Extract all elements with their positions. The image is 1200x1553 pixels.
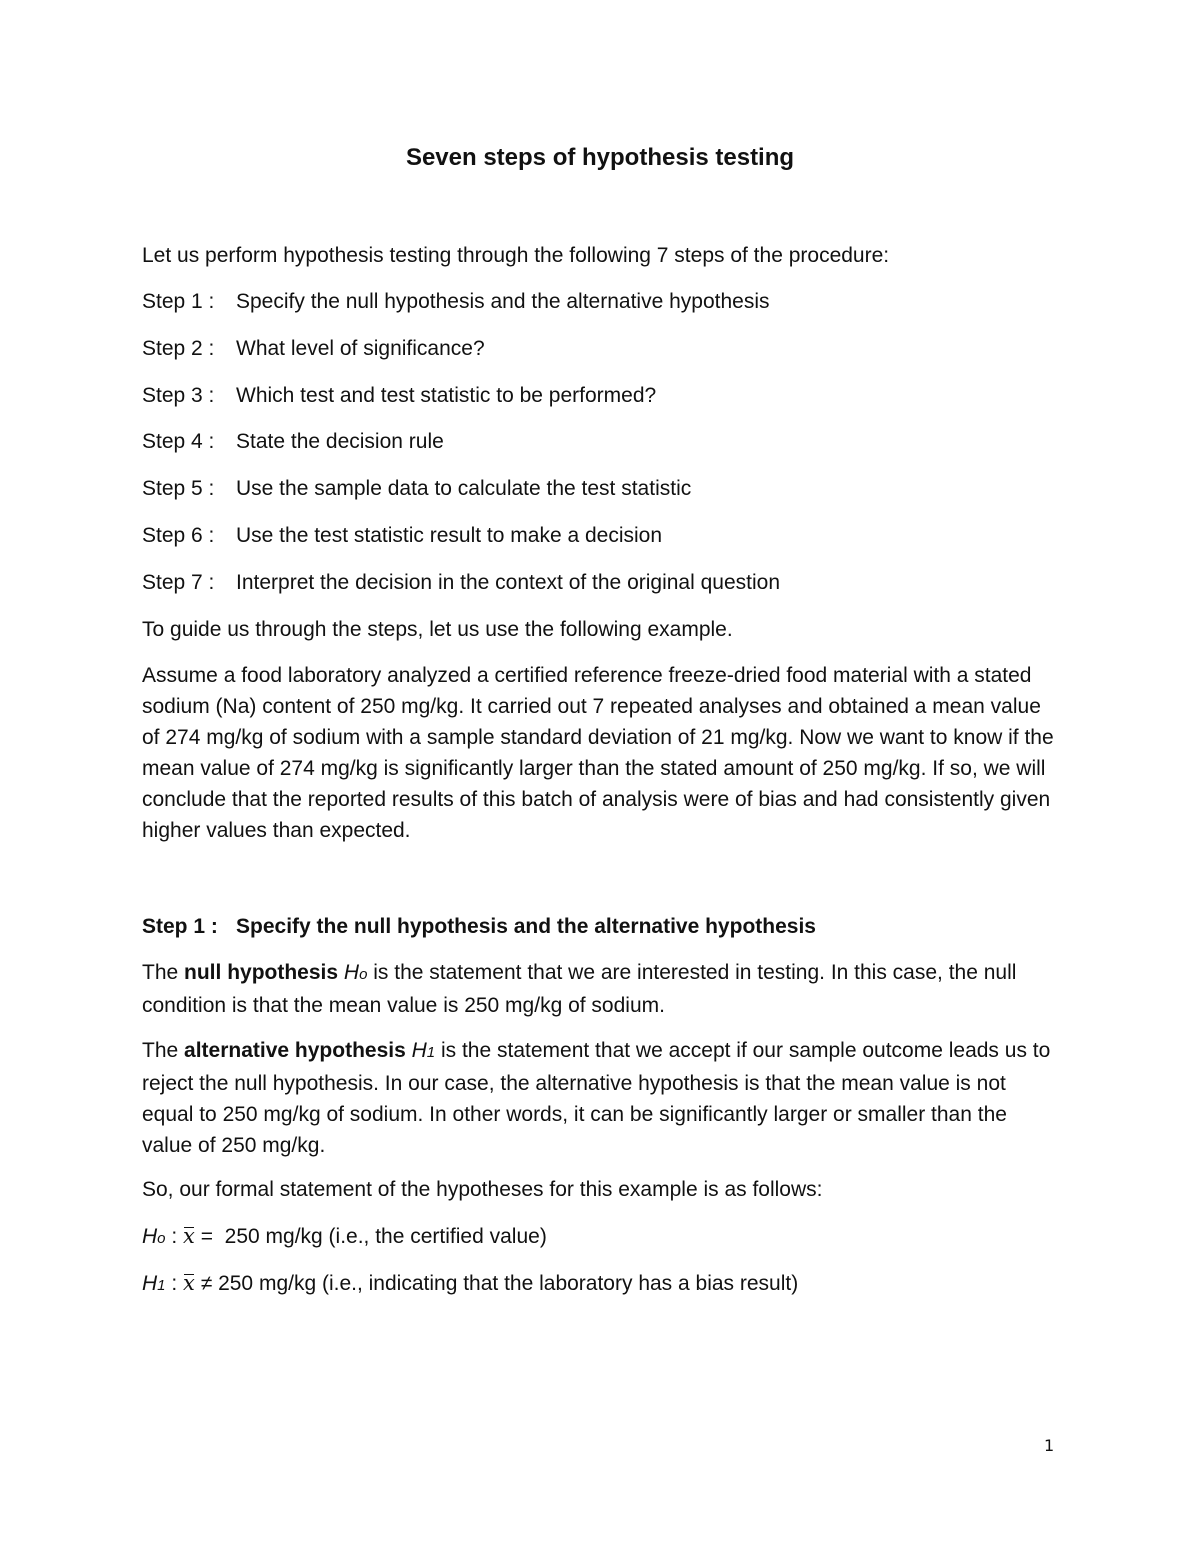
step-text: What level of significance?: [236, 337, 485, 360]
step-item-1: [142, 286, 1062, 317]
h1-symbol-sub: 1: [157, 1277, 166, 1294]
formal-statement-paragraph: So, our formal statement of the hypotheses for this example is as follows:: [142, 1178, 823, 1201]
step-label: Step 5 :: [142, 477, 215, 500]
text-run: is the statement that we are interested in testing. In this case, the null condition is that the mean value is 250 mg/kg of sodium.: [142, 961, 1017, 1017]
null-symbol: H: [343, 961, 360, 984]
null-hypothesis-term: null hypothesis: [184, 961, 339, 984]
step1-heading-label: Step 1 :: [142, 915, 218, 938]
step-label: Step 4 :: [142, 430, 215, 453]
step-text: State the decision rule: [236, 430, 444, 453]
h0-statement: [142, 1221, 1062, 1254]
step-item-3: [142, 380, 1062, 411]
text-run: 250 mg/kg (i.e., indicating that the laboratory has a bias result): [218, 1272, 799, 1295]
text-run: ≠: [194, 1272, 219, 1295]
guide-paragraph: To guide us through the steps, let us use the following example.: [142, 618, 733, 641]
h1-statement: [142, 1268, 1062, 1301]
text-run: The: [142, 1039, 185, 1062]
step-item-7: [142, 567, 1062, 598]
h1-symbol: H: [142, 1272, 158, 1295]
text-run: :: [165, 1272, 184, 1295]
page-number: 1: [1044, 1436, 1055, 1455]
null-symbol-sub: o: [359, 966, 368, 983]
alternative-hypothesis-paragraph: [142, 1035, 1057, 1161]
step-text: Specify the null hypothesis and the alternative hypothesis: [236, 290, 770, 313]
step-text: Interpret the decision in the context of the original question: [236, 571, 781, 594]
text-run: 250 mg/kg (i.e., the certified value): [224, 1225, 547, 1248]
step-item-5: [142, 473, 1062, 504]
step-label: Step 6 :: [142, 524, 215, 547]
alt-symbol: H: [411, 1039, 427, 1062]
step1-heading: [142, 911, 1062, 942]
intro-paragraph: Let us perform hypothesis testing through the following 7 steps of the procedure:: [142, 244, 890, 267]
text-run: The: [142, 961, 185, 984]
alternative-hypothesis-term: alternative hypothesis: [184, 1039, 406, 1062]
step-item-4: [142, 426, 1062, 457]
x-bar-symbol: x: [183, 1221, 195, 1252]
step-label: Step 3 :: [142, 384, 215, 407]
step-text: Use the sample data to calculate the test statistic: [236, 477, 692, 500]
step-label: Step 7 :: [142, 571, 215, 594]
h0-symbol-sub: o: [157, 1230, 166, 1247]
step-text: Use the test statistic result to make a decision: [236, 524, 663, 547]
text-run: =: [194, 1225, 225, 1248]
page-title: Seven steps of hypothesis testing: [405, 144, 795, 171]
step-item-2: [142, 333, 1062, 364]
step-label: Step 1 :: [142, 290, 215, 313]
h0-symbol: H: [142, 1225, 158, 1248]
step1-heading-text: Specify the null hypothesis and the alternative hypothesis: [236, 915, 816, 938]
text-run: is the statement that we accept if our sample outcome leads us to reject the null hypothesis. In our case, the alternative hypothesis is that the mean value is not equal to 250 mg/kg of sodium. In other words, it can be significantly larger or smaller than the value of 250 mg/kg.: [142, 1039, 1051, 1157]
alt-symbol-sub: 1: [426, 1044, 436, 1061]
example-paragraph: Assume a food laboratory analyzed a certified reference freeze-dried food material with a stated sodium (Na) content of 250 mg/kg. It carried out 7 repeated analyses and obtained a mean value of 274 mg/kg of sodium with a sample standard deviation of 21 mg/kg. Now we want to know if the mean value of 274 mg/kg is significantly larger than the stated amount of 250 mg/kg. If so, we will conclude that the reported results of this batch of analysis were of bias and had consistently given higher values than expected.: [142, 664, 1054, 842]
step-label: Step 2 :: [142, 337, 215, 360]
step-item-6: [142, 520, 1062, 551]
null-hypothesis-paragraph: [142, 957, 1057, 1021]
x-bar-symbol: x: [183, 1268, 195, 1299]
step-text: Which test and test statistic to be performed?: [236, 384, 657, 407]
text-run: :: [165, 1225, 184, 1248]
